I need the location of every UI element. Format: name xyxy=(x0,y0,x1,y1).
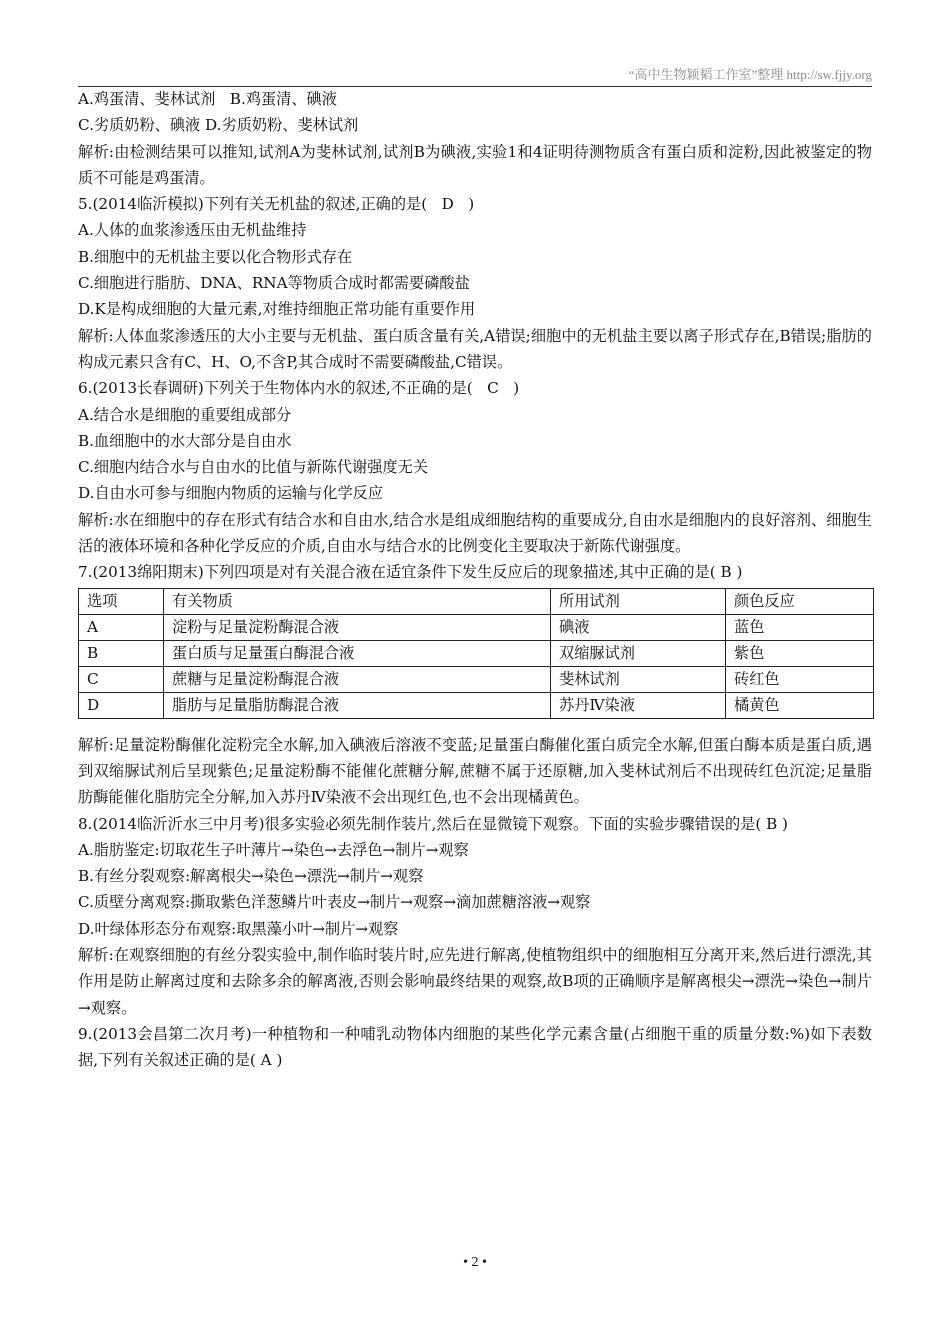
table-cell: 蛋白质与足量蛋白酶混合液 xyxy=(164,640,551,666)
q8-stem: 8.(2014临沂沂水三中月考)很多实验必须先制作装片,然后在显微镜下观察。下面的实验步骤错误的是( B ) xyxy=(78,814,788,833)
table-cell: 淀粉与足量淀粉酶混合液 xyxy=(164,614,551,640)
q6-option-d: D.自由水可参与细胞内物质的运输与化学反应 xyxy=(78,484,384,503)
q7-stem: 7.(2013绵阳期末)下列四项是对有关混合液在适宜条件下发生反应后的现象描述,其中正确的是( B ) xyxy=(78,563,743,582)
q6-stem: 6.(2013长春调研)下列关于生物体内水的叙述,不正确的是( C ) xyxy=(78,379,520,398)
table-row xyxy=(79,640,874,666)
table-cell: 斐林试剂 xyxy=(551,666,726,692)
table-header-cell: 选项 xyxy=(79,588,164,614)
q8-option-b: B.有丝分裂观察:解离根尖→染色→漂洗→制片→观察 xyxy=(78,867,424,886)
q8-option-c: C.质壁分离观察:撕取紫色洋葱鳞片叶表皮→制片→观察→滴加蔗糖溶液→观察 xyxy=(78,893,591,912)
q6-option-c: C.细胞内结合水与自由水的比值与新陈代谢强度无关 xyxy=(78,458,429,477)
q5-option-a: A.人体的血浆渗透压由无机盐维持 xyxy=(78,221,307,240)
q4-options-ab: A.鸡蛋清、斐林试剂 B.鸡蛋清、碘液 xyxy=(78,90,337,108)
table-cell: 紫色 xyxy=(726,640,874,666)
table-header-cell: 有关物质 xyxy=(164,588,551,614)
q4-analysis: 解析:由检测结果可以推知,试剂A为斐林试剂,试剂B为碘液,实验1和4证明待测物质含有蛋白质和淀粉,因此被鉴定的物质不可能是鸡蛋清。 xyxy=(78,142,872,187)
table-cell: 蓝色 xyxy=(726,614,874,640)
table-cell: 橘黄色 xyxy=(726,692,874,718)
table-cell: 双缩脲试剂 xyxy=(551,640,726,666)
table-header-row xyxy=(79,588,874,614)
table-cell: B xyxy=(79,640,164,666)
table-cell: D xyxy=(79,692,164,718)
q5-option-c: C.细胞进行脂肪、DNA、RNA等物质合成时都需要磷酸盐 xyxy=(78,274,470,293)
table-cell: 脂肪与足量脂肪酶混合液 xyxy=(164,692,551,718)
table-cell: C xyxy=(79,666,164,692)
q8-analysis: 解析:在观察细胞的有丝分裂实验中,制作临时装片时,应先进行解离,使植物组织中的细胞相互分离开来,然后进行漂洗,其作用是防止解离过度和去除多余的解离液,否则会影响最终结果的观察,故B项的正确顺序是解离根尖→漂洗→染色→制片→观察。 xyxy=(78,946,872,1017)
q8-option-d: D.叶绿体形态分布观察:取黑藻小叶→制片→观察 xyxy=(78,919,399,938)
table-row xyxy=(79,692,874,718)
q5-analysis: 解析:人体血浆渗透压的大小主要与无机盐、蛋白质含量有关,A错误;细胞中的无机盐主要以离子形式存在,B错误;脂肪的构成元素只含有C、H、O,不含P,其合成时不需要磷酸盐,C错误。 xyxy=(78,326,872,371)
page-number: • 2 • xyxy=(463,1255,487,1270)
q6-analysis: 解析:水在细胞中的存在形式有结合水和自由水,结合水是组成细胞结构的重要成分,自由水是细胞内的良好溶剂、细胞生活的液体环境和各种化学反应的介质,自由水与结合水的比例变化主要取决于新陈代谢强度。 xyxy=(78,510,872,556)
q6-option-b: B.血细胞中的水大部分是自由水 xyxy=(78,431,292,450)
q8-option-a: A.脂肪鉴定:切取花生子叶薄片→染色→去浮色→制片→观察 xyxy=(78,840,469,859)
q9-stem: 9.(2013会昌第二次月考)一种植物和一种哺乳动物体内细胞的某些化学元素含量(占细胞干重的质量分数:%)如下表数据,下列有关叙述正确的是( A ) xyxy=(78,1024,872,1070)
table-row xyxy=(79,614,874,640)
header-text: “高中生物颖韬工作室”整理 http://sw.fjjy.org xyxy=(628,67,872,82)
q7-analysis: 解析:足量淀粉酶催化淀粉完全水解,加入碘液后溶液不变蓝;足量蛋白酶催化蛋白质完全水解,但蛋白酶本质是蛋白质,遇到双缩脲试剂后呈现紫色;足量淀粉酶不能催化蔗糖分解,蔗糖不属于还原糖,加入斐林试剂后不出现砖红色沉淀;足量脂肪酶能催化脂肪完全分解,加入苏丹Ⅳ染液不会出现红色,也不会出现橘黄色。 xyxy=(78,735,872,807)
table-row xyxy=(79,666,874,692)
table-cell: 蔗糖与足量淀粉酶混合液 xyxy=(164,666,551,692)
page-header xyxy=(78,64,872,87)
table-cell: 碘液 xyxy=(551,614,726,640)
q6-option-a: A.结合水是细胞的重要组成部分 xyxy=(78,405,292,424)
table-header-cell: 所用试剂 xyxy=(551,588,726,614)
q4-options-cd: C.劣质奶粉、碘液 D.劣质奶粉、斐林试剂 xyxy=(78,116,359,135)
q5-stem: 5.(2014临沂模拟)下列有关无机盐的叙述,正确的是( D ) xyxy=(78,195,475,214)
q5-option-d: D.K是构成细胞的大量元素,对维持细胞正常功能有重要作用 xyxy=(78,300,476,319)
q5-option-b: B.细胞中的无机盐主要以化合物形式存在 xyxy=(78,247,353,266)
table-cell: 苏丹Ⅳ染液 xyxy=(551,692,726,718)
table-header-cell: 颜色反应 xyxy=(726,588,874,614)
page-content xyxy=(78,86,872,1074)
table-cell: A xyxy=(79,614,164,640)
q7-table xyxy=(78,588,874,719)
table-cell: 砖红色 xyxy=(726,666,874,692)
